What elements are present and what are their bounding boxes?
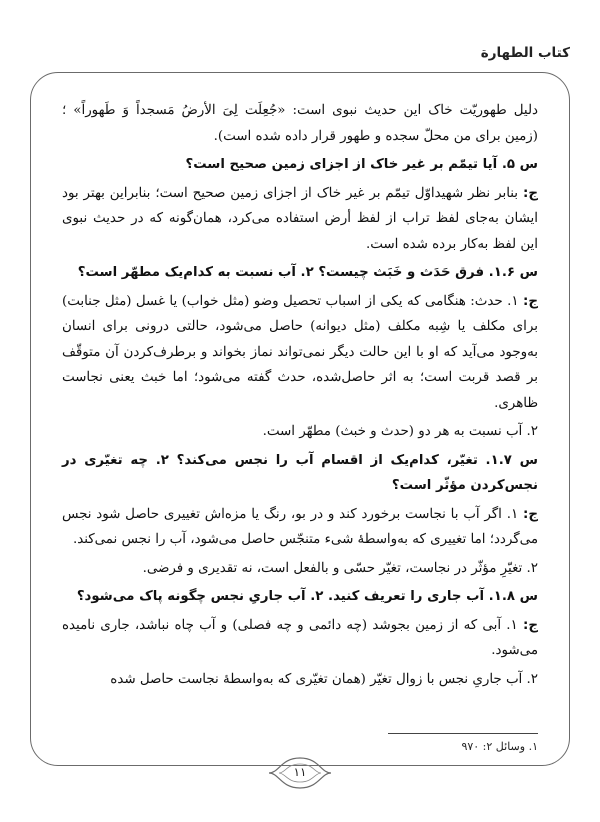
footnote-divider bbox=[388, 733, 538, 734]
question-heading: س ۱.۸. آب جاری را تعریف کنید. ۲. آب جاریِ نجس چگونه پاک می‌شود؟ bbox=[76, 589, 538, 604]
answer bbox=[62, 289, 538, 417]
answer bbox=[62, 181, 538, 258]
paragraph: دلیل طهوریّت خاک این حدیث نبوی است: «جُعِلَت لِیَ الأرضُ مَسجداً وَ طَهوراً» ؛ (زمین برای من محلّ سجده و طهور قرار داده شده است). bbox=[62, 103, 538, 144]
answer bbox=[62, 502, 538, 553]
answer-item: ۲. آب نسبت به هر دو (حدث و خبث) مطهّر است. bbox=[262, 424, 538, 439]
answer-text: ۱. آبی که از زمین بجوشد (چه دائمی و چه فصلی) و آب چاه نباشد، جاری نامیده می‌شود. bbox=[62, 617, 538, 658]
answer-item: ۲. تغیّرِ مؤثّر در نجاست، تغیّر حسّی و بالفعل است، نه تقدیری و فرضی. bbox=[142, 560, 538, 576]
page-number-ornament bbox=[265, 752, 335, 794]
running-header bbox=[30, 44, 570, 66]
answer-text: بنابر نظر شهیداوّل تیمّم بر غیر خاک از اجزای زمین صحیح است؛ بنابراین بهتر بود ایشان به‌جای لفظ تراب از لفظ أرض استفاده می‌کرد، همان‌گونه که در حدیث نبوی این لفظ به‌کار برده شده است. bbox=[62, 185, 538, 252]
question-heading: س ۱.۶. فرق حَدَث و خَبَث چیست؟ ۲. آب نسبت به کدام‌یک مطهّر است؟ bbox=[77, 265, 538, 280]
answer bbox=[62, 613, 538, 664]
answer-label: ج: bbox=[522, 617, 538, 633]
answer-item: ۲. آب جاریِ نجس با زوال تغیّر (همان تغیّری که به‌واسطهٔ نجاست حاصل شده bbox=[110, 671, 538, 687]
page-number: ۱۱ bbox=[293, 765, 307, 779]
answer-text: ۱. حدث: هنگامی که یکی از اسباب تحصیل وضو (مثل خواب) یا غسل (مثل جنابت) برای مکلف یا شِبه مکلف (مثل دیوانه) حاصل می‌شود، حالتی درونی برای انسان به‌وجود می‌آید که او با این حالت دیگر نمی‌تواند نماز بخواند و برطرف‌کردن آن متوقّف بر قصد قربت است؛ به اثر حاصل‌شده، حدث گفته می‌شود؛ اما خبث یعنی نجاست ظاهری. bbox=[62, 293, 538, 411]
main-text bbox=[62, 98, 538, 695]
answer-text: ۱. اگر آب با نجاست برخورد کند و در بو، رنگ یا مزه‌اش تغییری حاصل شود نجس می‌گردد؛ اما تغییری که به‌واسطهٔ شیء متنجّس حاصل می‌شود، آب را نجس نمی‌کند. bbox=[62, 506, 538, 547]
question-heading: س ۱.۷. تغیّر، کدام‌یک از اقسام آب را نجس می‌کند؟ ۲. چه تغیّری در نجس‌کردن مؤثّر است؟ bbox=[62, 452, 539, 493]
answer-label: ج: bbox=[522, 185, 538, 201]
answer-label: ج: bbox=[522, 506, 538, 522]
book-title: کتاب الطهارة bbox=[480, 45, 570, 61]
footnote: ۱. وسائل ۲: ۹۷۰ bbox=[461, 740, 538, 753]
question-heading: س ۵. آیا تیمّم بر غیر خاک از اجزای زمین صحیح است؟ bbox=[185, 157, 538, 172]
answer-label: ج: bbox=[522, 293, 538, 309]
